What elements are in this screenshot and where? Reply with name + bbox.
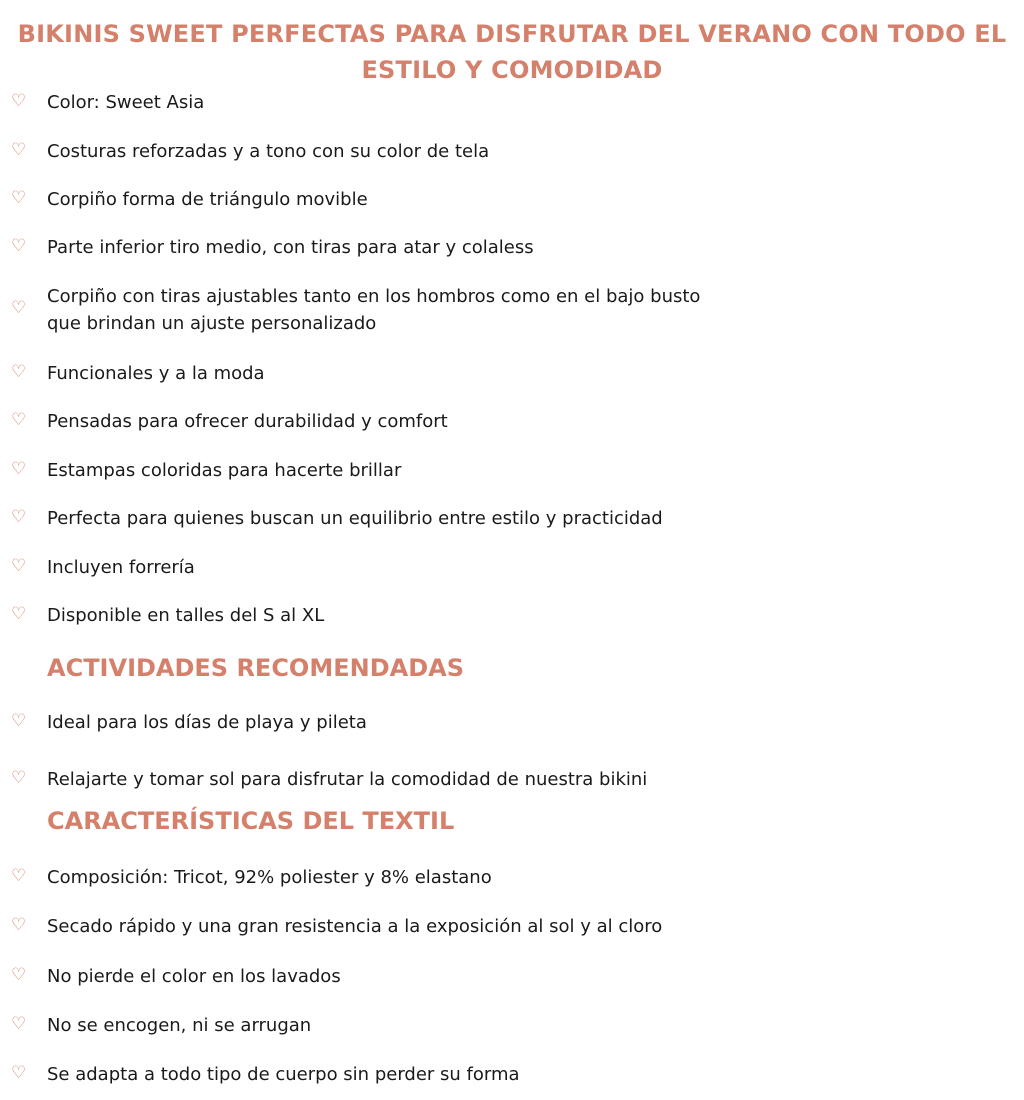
- section-heading-textile: CARACTERÍSTICAS DEL TEXTIL: [47, 807, 455, 835]
- heart-outline-icon: ♡: [11, 362, 27, 382]
- heart-outline-icon: ♡: [11, 604, 27, 624]
- list-item-text: Estampas coloridas para hacerte brillar: [47, 460, 402, 481]
- list-item-text: Ideal para los días de playa y pileta: [47, 712, 367, 733]
- list-item-text: No pierde el color en los lavados: [47, 966, 341, 987]
- list-item-text: Parte inferior tiro medio, con tiras para atar y colaless: [47, 237, 534, 258]
- heart-outline-icon: ♡: [11, 711, 27, 731]
- heart-outline-icon: ♡: [11, 236, 27, 256]
- heart-outline-icon: ♡: [11, 1063, 27, 1083]
- heart-outline-icon: ♡: [11, 1014, 27, 1034]
- section-heading-activities: ACTIVIDADES RECOMENDADAS: [47, 654, 464, 682]
- list-item-text: Pensadas para ofrecer durabilidad y comfort: [47, 411, 448, 432]
- heart-outline-icon: ♡: [11, 866, 27, 886]
- heart-outline-icon: ♡: [11, 459, 27, 479]
- heart-outline-icon: ♡: [11, 915, 27, 935]
- heart-outline-icon: ♡: [11, 91, 27, 111]
- heart-outline-icon: ♡: [11, 140, 27, 160]
- heart-outline-icon: ♡: [11, 556, 27, 576]
- list-item-text: No se encogen, ni se arrugan: [47, 1015, 312, 1036]
- list-item-text: Se adapta a todo tipo de cuerpo sin perder su forma: [47, 1064, 520, 1085]
- heart-outline-icon: ♡: [11, 410, 27, 430]
- list-item-text: Perfecta para quienes buscan un equilibrio entre estilo y practicidad: [47, 508, 663, 529]
- list-item-text: Corpiño forma de triángulo movible: [47, 189, 368, 210]
- list-item-text: Incluyen forrería: [47, 557, 195, 578]
- list-item-text: Secado rápido y una gran resistencia a la exposición al sol y al cloro: [47, 916, 663, 937]
- heart-outline-icon: ♡: [11, 298, 27, 318]
- page-title: BIKINIS SWEET PERFECTAS PARA DISFRUTAR DEL VERANO CON TODO EL ESTILO Y COMODIDAD: [17, 20, 1007, 85]
- list-item-text: Disponible en talles del S al XL: [47, 605, 325, 626]
- heart-outline-icon: ♡: [11, 507, 27, 527]
- heart-outline-icon: ♡: [11, 188, 27, 208]
- list-item-text: Color: Sweet Asia: [47, 92, 205, 113]
- list-item-text: Corpiño con tiras ajustables tanto en los hombros como en el bajo busto: [47, 286, 701, 307]
- list-item-text: Funcionales y a la moda: [47, 363, 265, 384]
- list-item-text: Costuras reforzadas y a tono con su color de tela: [47, 141, 490, 162]
- list-item-text-continued: que brindan un ajuste personalizado: [47, 313, 377, 334]
- list-item-text: Relajarte y tomar sol para disfrutar la comodidad de nuestra bikini: [47, 769, 648, 790]
- list-item-text: Composición: Tricot, 92% poliester y 8% elastano: [47, 867, 492, 888]
- heart-outline-icon: ♡: [11, 768, 27, 788]
- heart-outline-icon: ♡: [11, 965, 27, 985]
